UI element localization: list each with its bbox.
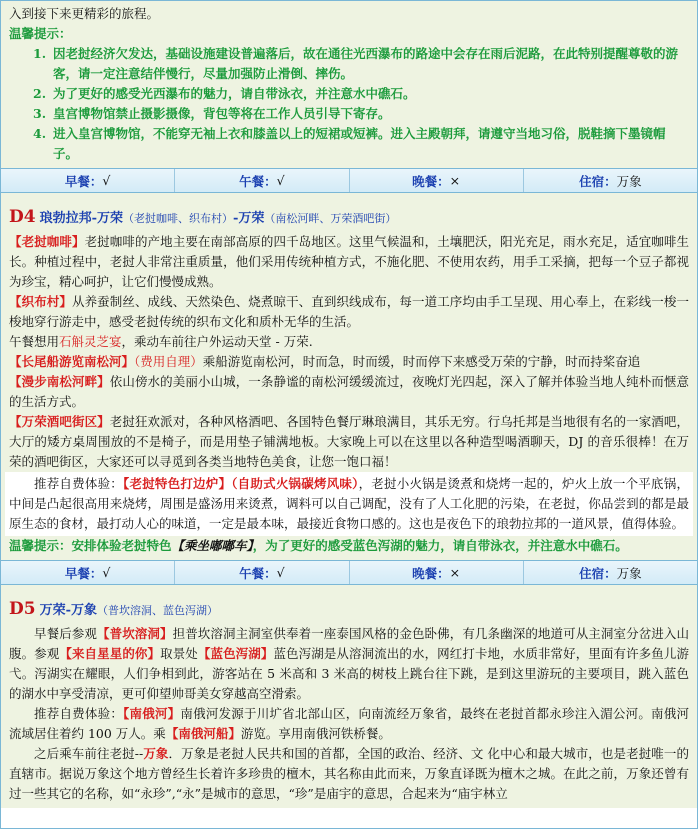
stay-cell: 住宿： 万象 [523,561,697,584]
intro-tail-text: 入到接下来更精彩的旅程。 [9,6,160,21]
lunch-paragraph: 午餐想用石斛灵芝宴，乘动车前往户外运动天堂 - 万荣. [9,334,313,349]
vientiane-paragraph: 之后乘车前往老挝--万象．万象是老挝人民共和国的首都，全国的政治、经济、文 化中心和最大城市，也是老挝唯一的直辖市。据说万象这个地方曾经生长着许多珍贵的檀木，其名称由此而来，万象直译既为檀木之城。在此之前，万象还曾有过一些其它的名称，如“永珍”,“永”是城市的意思，“珍”是庙宇的意思，合起来为“庙宇林立 [9,746,689,801]
tips-list [9,44,689,164]
lunch-cell: 午餐： √ [174,561,348,584]
walk-paragraph: 【漫步南松河畔】依山傍水的美丽小山城，一条静谧的南松河缓缓流过，夜晚灯光四起，深入了解并体验当地人纯朴而惬意的生活方式。 [9,374,689,409]
day4-section [1,201,697,560]
day5-section [1,593,697,808]
weave-paragraph: 【织布村】从养蚕制丝、成线、天然染色、烧煮晾干、直到织线成布，每一道工序均由手工呈现、用心奉上，在彩线一梭一梭地穿行游走中，感受老挝传统的织布文化和质朴无华的生活。 [9,294,689,329]
tips-title: 温馨提示： [9,26,72,41]
dinner-cell: 晚餐： × [349,169,523,192]
tip-item: 1. 因老挝经济欠发达，基础设施建设普遍落后，故在通往光西瀑布的路途中会存在雨后泥路，在此特别提醒尊敬的游客，请一定注意结伴慢行，尽量加强防止滑倒、摔伤。 [33,46,679,81]
meals-bar-day4 [1,560,697,585]
breakfast-cell: 早餐： √ [64,173,111,189]
boat-paragraph: 【长尾船游览南松河】（费用自理）乘船游览南松河，时而急，时而缓，时而停下来感受万荣的宁静，时而持桨奋追 [9,354,641,369]
day4-tip: 温馨提示：安排体验老挝特色【乘坐嘟嘟车】，为了更好的感受蓝色泻湖的魅力，请自带泳衣，并注意水中礁石。 [9,538,628,553]
spacer [1,193,697,201]
day4-title: D4 琅勃拉邦-万荣（老挝咖啡、织布村）-万荣（南松河畔、万荣酒吧街） [9,207,397,227]
meals-bar-day3 [1,168,697,193]
day5-title: D5 万荣-万象（普坎溶洞、蓝色泻湖） [9,599,218,619]
spacer [1,585,697,593]
tip-item: 3. 皇宫博物馆禁止摄影摄像，背包等将在工作人员引导下寄存。 [33,106,391,121]
stay-cell: 住宿： 万象 [523,169,697,192]
coffee-paragraph: 【老挝咖啡】老挝咖啡的产地主要在南部高原的四千岛地区。这里气候温和，土壤肥沃，阳光充足，雨水充足，适宜咖啡生长。种植过程中，老挝人非常注重质量，他们采用传统种植方式，不施化肥、不使用农药，用手工采摘，把每一个豆子都视为珍宝，精心呵护，让它们慢慢成熟。 [9,234,689,289]
river-paragraph: 推荐自费体验：【南俄河】南俄河发源于川圹省北部山区，向南流经万象省，最终在老挝首都永珍注入湄公河。南俄河流域居住着约 100 万人。乘【南俄河船】游览。享用南俄河铁桥餐。 [9,706,689,741]
breakfast-cell: 早餐： √ [64,565,111,581]
lunch-cell: 午餐： √ [174,169,348,192]
bar-paragraph: 【万荣酒吧街区】老挝狂欢派对，各种风格酒吧、各国特色餐厅琳琅满目，其乐无穷。行乌托邦是当地很有名的一家酒吧，大厅的矮方桌周围放的不是椅子，而是用垫子铺满地板。大家晚上可以在这里以各种造型喝酒聊天，DJ 的音乐很棒！在万荣的酒吧街区，大家还可以寻觅到各类当地特色美食，让您一饱口福！ [9,414,689,469]
cave-paragraph: 早餐后参观【普坎溶洞】担普坎溶洞主洞室供奉着一座泰国风格的金色卧佛，有几条幽深的地道可从主洞室分岔进入山腹。参观【来自星星的你】取景处【蓝色泻湖】蓝色泻湖是从溶洞流出的水，网红打卡地，水质非常好，里面有许多鱼儿游弋。泻湖实在耀眼，人们争相到此，游客站在 5 米高和 3 米高的树枝上跳台往下跳，是到这里游玩的主要项目，跳入蓝色的湖水中享受清凉，更可仰望帅哥美女穿越高空滑索。 [9,626,689,701]
recommend-paragraph: 推荐自费体验：【老挝特色打边炉】（自助式火锅碳烤风味），老挝小火锅是烫煮和烧烤一起的，炉火上放一个平底锅，中间是凸起很高用来烧烤，周围是盛汤用来烫煮，调料可以自己调配，没有了人工化肥的污染，在老挝，你品尝到的都是最原生态的食材，最打动人心的味道，一定是最本味，最接近食物口感的。这也是夜色下的琅勃拉邦的一道风景，值得体验。 [5,472,693,536]
tip-item: 2. 为了更好的感受光西瀑布的魅力，请自带泳衣，并注意水中礁石。 [33,86,416,101]
tip-item: 4. 进入皇宫博物馆，不能穿无袖上衣和膝盖以上的短裙或短裤。进入主殿朝拜，请遵守当地习俗，脱鞋摘下墨镜帽子。 [33,126,666,161]
day3-tail-section [1,1,697,168]
dinner-cell: 晚餐： × [349,561,523,584]
